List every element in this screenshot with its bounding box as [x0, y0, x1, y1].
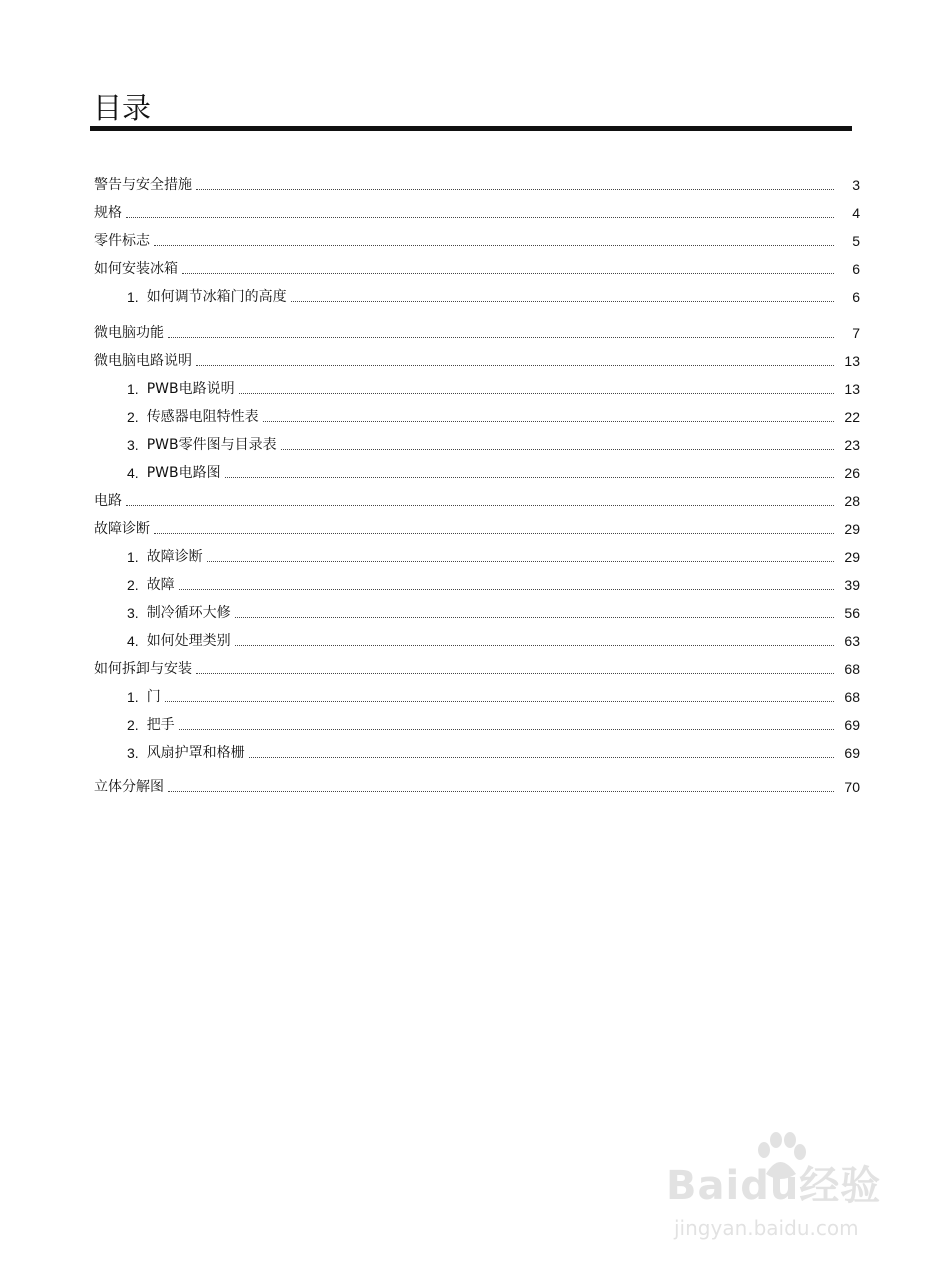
- leader-dots: [196, 364, 834, 366]
- toc-label: PWB电路图: [146, 465, 221, 481]
- toc-subentry[interactable]: [127, 710, 860, 734]
- watermark-brand: Baidu经验: [666, 1163, 882, 1209]
- leader-dots: [291, 300, 834, 302]
- watermark-url: jingyan.baidu.com: [674, 1216, 859, 1240]
- leader-dots: [154, 532, 834, 534]
- baidu-watermark: [666, 1128, 886, 1258]
- toc-entry[interactable]: [94, 514, 860, 538]
- toc-number: 1.: [127, 289, 139, 305]
- toc-page-number: 63: [844, 633, 860, 649]
- leader-dots: [168, 336, 834, 338]
- toc-entry[interactable]: [94, 198, 860, 222]
- toc-subentry[interactable]: [127, 430, 860, 454]
- leader-dots: [154, 244, 834, 246]
- toc-number: 1.: [127, 381, 139, 397]
- toc-label: 如何安装冰箱: [94, 261, 178, 277]
- toc-subentry[interactable]: [127, 598, 860, 622]
- toc-page-number: 68: [844, 689, 860, 705]
- toc-number: 2.: [127, 577, 139, 593]
- toc-label: 风扇护罩和格栅: [146, 745, 245, 761]
- toc-entry[interactable]: [94, 654, 860, 678]
- page-title: 目录: [93, 91, 152, 125]
- toc-page-number: 5: [852, 233, 860, 249]
- title-rule: [90, 126, 852, 131]
- leader-dots: [196, 672, 834, 674]
- leader-dots: [179, 588, 834, 590]
- toc-page-number: 39: [844, 577, 860, 593]
- toc-label: 故障: [146, 577, 175, 593]
- leader-dots: [281, 448, 834, 450]
- toc-subentry[interactable]: [127, 682, 860, 706]
- toc-page-number: 3: [852, 177, 860, 193]
- toc-label: PWB电路说明: [146, 381, 235, 397]
- leader-dots: [179, 728, 834, 730]
- toc-number: 4.: [127, 465, 139, 481]
- toc-page-number: 26: [844, 465, 860, 481]
- toc-label: 如何调节冰箱门的高度: [146, 289, 287, 305]
- toc-entry[interactable]: [94, 254, 860, 278]
- leader-dots: [239, 392, 834, 394]
- toc-number: 3.: [127, 437, 139, 453]
- toc-subentry[interactable]: [127, 374, 860, 398]
- toc-subentry[interactable]: [127, 542, 860, 566]
- toc-page-number: 29: [844, 521, 860, 537]
- toc-page-number: 7: [852, 325, 860, 341]
- toc-page-number: 69: [844, 717, 860, 733]
- toc-number: 2.: [127, 717, 139, 733]
- toc-label: 警告与安全措施: [94, 177, 192, 193]
- toc-page-number: 4: [852, 205, 860, 221]
- toc-subentry[interactable]: [127, 402, 860, 426]
- toc-number: 1.: [127, 689, 139, 705]
- toc-page-number: 6: [852, 289, 860, 305]
- toc-entry[interactable]: [94, 486, 860, 510]
- toc-label: 故障诊断: [94, 521, 150, 537]
- leader-dots: [263, 420, 834, 422]
- toc-page-number: 70: [844, 779, 860, 795]
- leader-dots: [235, 616, 834, 618]
- toc-number: 1.: [127, 549, 139, 565]
- leader-dots: [126, 216, 834, 218]
- toc-page-number: 13: [844, 353, 860, 369]
- toc-label: 如何拆卸与安装: [94, 661, 192, 677]
- toc-subentry[interactable]: [127, 570, 860, 594]
- toc-label: 制冷循环大修: [146, 605, 231, 621]
- toc-subentry[interactable]: [127, 282, 860, 306]
- toc-page-number: 23: [844, 437, 860, 453]
- toc-label: 传感器电阻特性表: [146, 409, 259, 425]
- toc-page-number: 69: [844, 745, 860, 761]
- toc-subentry[interactable]: [127, 458, 860, 482]
- toc-entry[interactable]: [94, 346, 860, 370]
- toc-label: 故障诊断: [146, 549, 203, 565]
- toc-label: PWB零件图与目录表: [146, 437, 277, 453]
- toc-page-number: 56: [844, 605, 860, 621]
- leader-dots: [235, 644, 834, 646]
- toc-label: 如何处理类别: [146, 633, 231, 649]
- toc-entry[interactable]: [94, 772, 860, 796]
- toc-label: 规格: [94, 205, 122, 221]
- toc-subentry[interactable]: [127, 738, 860, 762]
- toc-label: 立体分解图: [94, 779, 164, 795]
- toc-label: 电路: [94, 493, 122, 509]
- toc-label: 把手: [146, 717, 175, 733]
- toc-page-number: 29: [844, 549, 860, 565]
- toc-label: 零件标志: [94, 233, 150, 249]
- toc-number: 3.: [127, 605, 139, 621]
- leader-dots: [126, 504, 834, 506]
- toc-number: 4.: [127, 633, 139, 649]
- leader-dots: [196, 188, 834, 190]
- toc-page-number: 13: [844, 381, 860, 397]
- toc-entry[interactable]: [94, 170, 860, 194]
- toc-page-number: 68: [844, 661, 860, 677]
- toc-entry[interactable]: [94, 318, 860, 342]
- toc-page-number: 22: [844, 409, 860, 425]
- toc-page-number: 28: [844, 493, 860, 509]
- leader-dots: [249, 756, 834, 758]
- toc-page-number: 6: [852, 261, 860, 277]
- toc-label: 门: [146, 689, 161, 705]
- toc-entry[interactable]: [94, 226, 860, 250]
- toc-label: 微电脑电路说明: [94, 353, 192, 369]
- leader-dots: [168, 790, 834, 792]
- toc-number: 2.: [127, 409, 139, 425]
- toc-number: 3.: [127, 745, 139, 761]
- leader-dots: [207, 560, 834, 562]
- toc-label: 微电脑功能: [94, 325, 164, 341]
- leader-dots: [182, 272, 834, 274]
- toc-subentry[interactable]: [127, 626, 860, 650]
- leader-dots: [225, 476, 834, 478]
- leader-dots: [165, 700, 834, 702]
